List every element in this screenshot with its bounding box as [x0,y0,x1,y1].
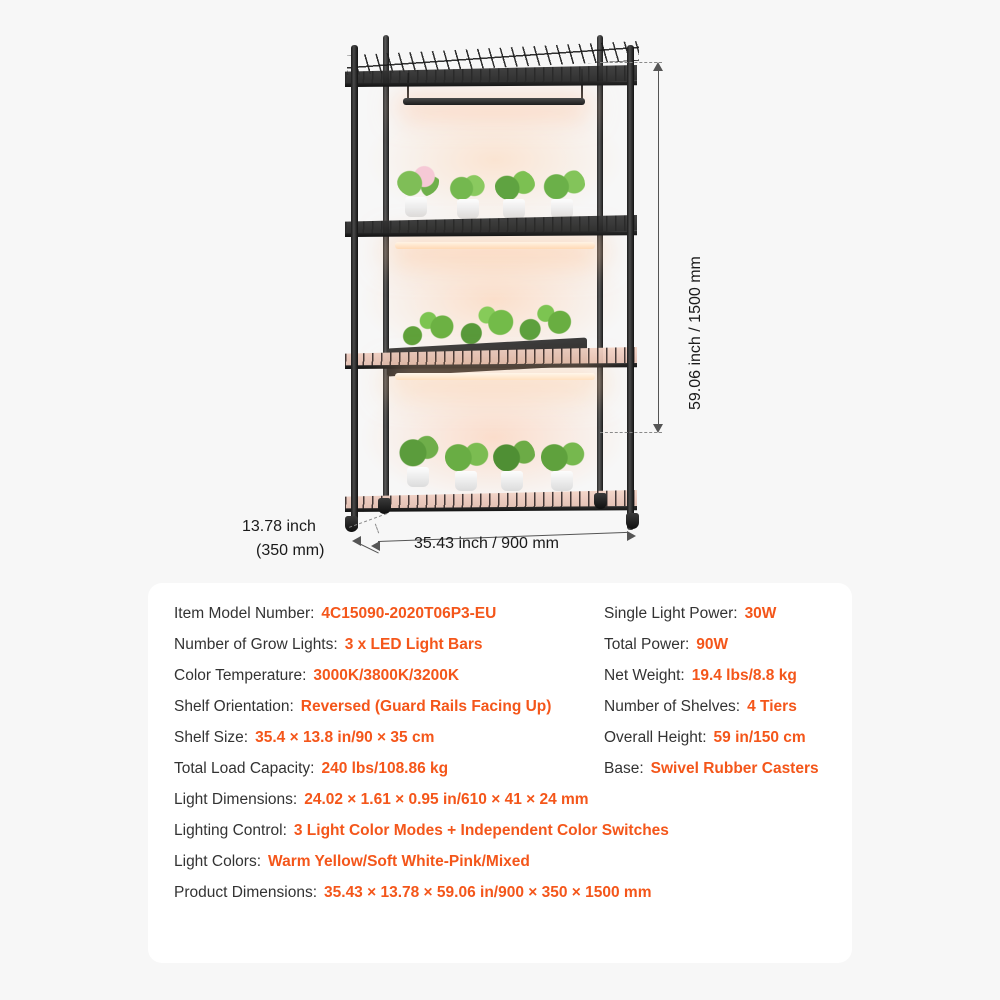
caster-rear-right [594,493,607,509]
spec-label: Product Dimensions: [174,884,318,901]
spec-row [174,667,826,685]
spec-item-net-weight [604,667,826,685]
spec-value: 3 Light Color Modes + Independent Color Switches [293,822,669,839]
spec-label: Shelf Size: [174,729,249,746]
spec-value: 3 x LED Light Bars [344,636,483,653]
spec-label: Light Colors: [174,853,262,870]
depth-dimension-label-line2: (350 mm) [256,542,325,559]
spec-value: 4 Tiers [747,698,797,715]
spec-row [174,853,826,871]
spec-item-total-load-capacity [174,760,604,778]
led-light-bar-top [403,98,585,105]
spec-value: 24.02 × 1.61 × 0.95 in/610 × 41 × 24 mm [304,791,589,808]
spec-item-lighting-control [174,822,669,840]
spec-value: 59 in/150 cm [713,729,806,746]
spec-label: Color Temperature: [174,667,307,684]
depth-dimension-label-line1: 13.78 inch [242,518,316,535]
led-light-bar-middle [395,242,595,249]
spec-item-total-power [604,636,826,654]
height-guide-top [600,62,662,63]
spec-label: Lighting Control: [174,822,287,839]
specification-card [148,583,852,963]
spec-label: Total Load Capacity: [174,760,315,777]
caster-front-right [626,513,639,529]
spec-label: Number of Grow Lights: [174,636,338,653]
light-glow-tier3 [359,370,629,505]
spec-value: 3000K/3800K/3200K [313,667,460,684]
spec-value: 90W [696,636,729,653]
spec-row [174,729,826,747]
width-arrow-right [627,531,636,541]
spec-value: 4C15090-2020T06P3-EU [321,605,497,622]
spec-item-overall-height [604,729,826,747]
light-glow-tier1 [365,95,625,225]
spec-label: Single Light Power: [604,605,738,622]
spec-label: Total Power: [604,636,690,653]
spec-label: Overall Height: [604,729,707,746]
depth-arrow-left [352,536,361,546]
spec-value: 30W [744,605,777,622]
shelf-tier-1 [345,65,637,91]
shelf-tier-2 [345,215,637,241]
spec-row [174,760,826,778]
front-right-post [627,45,634,530]
spec-value: Reversed (Guard Rails Facing Up) [300,698,552,715]
height-dimension-line [658,70,659,425]
caster-rear-left [378,498,391,514]
spec-item-number-of-grow-lights [174,636,604,654]
spec-value: Warm Yellow/Soft White-Pink/Mixed [268,853,530,870]
spec-label: Item Model Number: [174,605,315,622]
spec-row [174,884,826,902]
spec-label: Light Dimensions: [174,791,298,808]
spec-value: 19.4 lbs/8.8 kg [691,667,797,684]
spec-item-shelf-orientation [174,698,604,716]
spec-label: Shelf Orientation: [174,698,294,715]
spec-value: 35.43 × 13.78 × 59.06 in/900 × 350 × 1500 mm [324,884,652,901]
spec-row [174,791,826,809]
spec-row [174,636,826,654]
shelf-tier-3 [345,347,637,373]
spec-value: 35.4 × 13.8 in/90 × 35 cm [255,729,435,746]
height-dimension-label: 59.06 inch / 1500 mm [687,256,704,410]
front-left-post [351,45,358,530]
spec-item-light-colors [174,853,530,871]
grow-light-shelving-unit [345,35,645,530]
spec-value: Swivel Rubber Casters [650,760,819,777]
spec-row [174,698,826,716]
spec-item-base [604,760,826,778]
spec-label: Number of Shelves: [604,698,741,715]
height-guide-bottom [600,432,662,433]
spec-item-product-dimensions [174,884,652,902]
spec-row [174,822,826,840]
spec-item-number-of-shelves [604,698,826,716]
spec-label: Net Weight: [604,667,685,684]
spec-item-shelf-size [174,729,604,747]
led-light-bar-lower [395,373,595,380]
height-arrow-top [653,62,663,71]
rear-left-post [383,35,389,502]
spec-item-light-dimensions [174,791,589,809]
spec-item-single-light-power [604,605,826,623]
spec-item-color-temperature [174,667,604,685]
spec-item-item-model-number [174,605,604,623]
spec-label: Base: [604,760,644,777]
spec-value: 240 lbs/108.86 kg [321,760,449,777]
spec-row [174,605,826,623]
width-dimension-label: 35.43 inch / 900 mm [414,535,559,552]
